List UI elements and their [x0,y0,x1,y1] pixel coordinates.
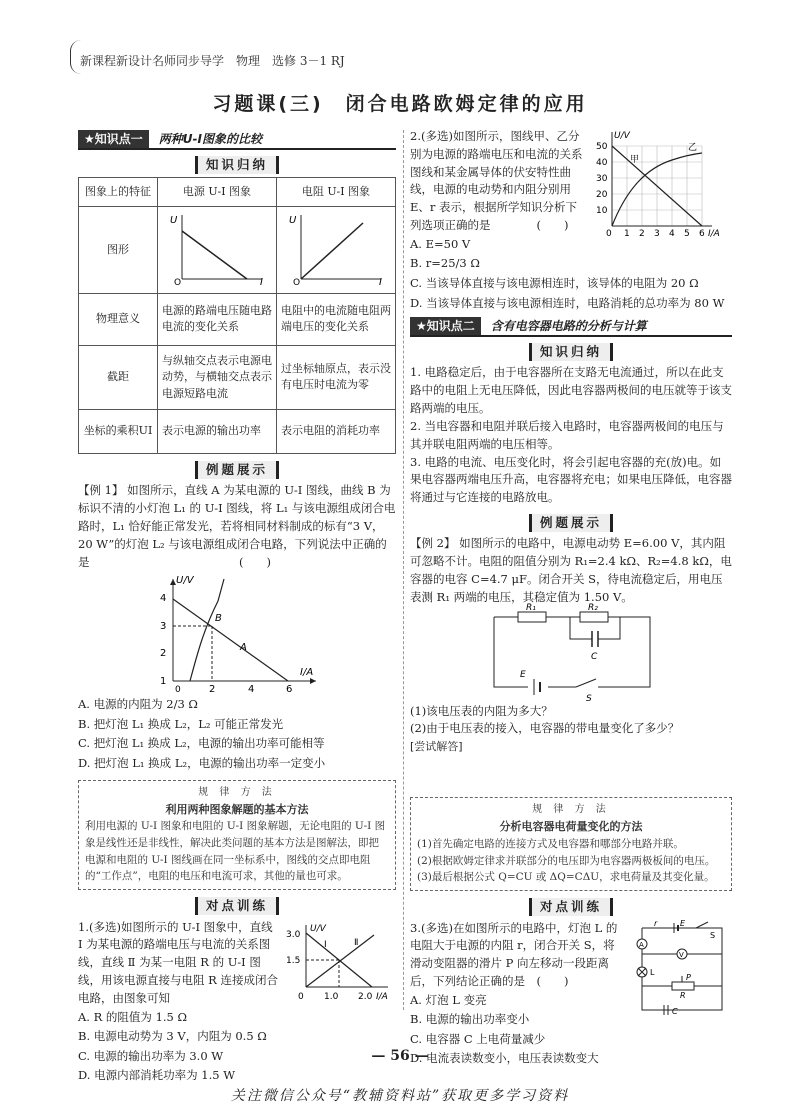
ex1-line-a-label: A [240,642,247,654]
option: B. 把灯泡 L₁ 换成 L₂，L₂ 可能正常发光 [78,716,284,731]
section-duidian-1: 对点训练 [78,896,396,915]
example-2-sub: (2)由于电压表的接入，电容器的带电量变化了多少？ [410,721,680,736]
source-ui-graph [158,207,277,294]
option: A. E=50 V [410,236,471,251]
ex1-ytick: 4 [160,593,167,605]
knowledge-point-2-header [410,317,732,337]
option: C. 电容器 C 上电荷量减少 [410,1031,546,1046]
ex1-ylabel: U/V [176,575,194,587]
ex2-s-label: S [586,693,592,704]
rule-head: 规 律 方 法 [198,786,276,798]
ex1-ytick: 1 [160,676,167,688]
table-row-label: 截距 [79,345,158,409]
question-3-circuit [632,920,732,1016]
knowledge-point-1-header [78,130,396,150]
q3-p-label: P [686,972,691,982]
q2-xtick: 5 [684,229,690,239]
table-cell: 电源的路端电压随电路电流的变化关系 [158,293,277,345]
section-duidian-2: 对点训练 [410,897,732,916]
table-row-label: 图形 [79,207,158,294]
q2-xtick: 2 [639,229,645,239]
q2-xtick: 1 [624,229,630,239]
question-1-text: 1.(多选)如图所示的 U-I 图象中，直线 Ⅰ 为某电源的路端电压与电流的关系图线，直线 Ⅱ 为某一电阻 R 的 U-I 图线，用该电源直接与电阻 R 连接成闭合电路，由图象可知 [78,919,278,1005]
q1-line-1-label: Ⅰ [324,939,327,950]
q1-ylabel: U/V [310,923,326,934]
section-zhishi-1: 知识归纳 [78,155,396,174]
page-title: 习题课(三) 闭合电路欧姆定律的应用 [212,93,588,115]
question-2-text: 2.(多选)如图所示，图线甲、乙分别为电源的路端电压和电流的关系图线和某金属导体的伏安特性曲线，电源的电动势和内阻分别用 E、r 表示，根据所学知识分析下列选项正确的是 ( ) [410,129,583,233]
table-cell: 与纵轴交点表示电源电动势，与横轴交点表示电源短路电流 [158,345,277,409]
rule-body: (2)根据欧姆定律求并联部分的电压即为电容器两极板间的电压。 [417,854,716,867]
svg-text:I: I [260,277,263,289]
q2-ytick: 50 [596,142,608,152]
ex2-e-label: E [520,669,526,680]
rule-title: 利用两种图象解题的基本方法 [165,802,309,816]
kp2-title: 含有电容器电路的分析与计算 [490,319,647,334]
rule-box-1 [78,780,396,891]
option: D. 当该导体直接与该电源相连时，电路消耗的总功率为 80 W [410,295,725,310]
option: C. 把灯泡 L₁ 换成 L₂，电源的输出功率可能相等 [78,736,325,751]
q3-c-label: C [672,1006,678,1016]
kp1-tag: ★知识点一 [78,130,149,148]
option: A. R 的阻值为 1.5 Ω [78,1009,188,1024]
q2-yi-label: 乙 [688,143,698,153]
table-cell: 电阻中的电流随电阻两端电压的变化关系 [277,293,396,345]
question-3-text: 3.(多选)在如图所示的电路中，灯泡 L 的电阻大于电源的内阻 r，闭合开关 S，将滑动变阻器的滑片 P 向左移动一段距离后，下列结论正确的是 ( ) [410,920,618,989]
svg-text:U: U [170,215,178,227]
section-liti-1: 例题展示 [78,460,396,479]
section-zhishi-2: 知识归纳 [410,342,732,361]
question-1-figure [284,921,396,1003]
q2-ylabel: U/V [614,131,630,141]
q2-xlabel: I/A [708,229,720,239]
table-cell: 过坐标轴原点，表示没有电压时电流为零 [277,345,396,409]
kp2-tag: ★知识点二 [410,317,481,335]
kp2-item: 1. 电路稳定后，由于电容器所在支路无电流通过，所以在此支路中的电阻上无电压降低，因此电容器两极间的电压就等于该支路两端的电压。 [410,365,732,416]
q1-xtick: 2.0 [358,991,373,1002]
q3-a-label: A [639,940,644,949]
right-column [410,128,732,1069]
q1-xlabel: I/A [376,991,388,1002]
example-1-text: 【例 1】 如图所示，直线 A 为某电源的 U-I 图线，曲线 B 为标识不清的小灯泡 L₁ 的 U-I 图线，将 L₁ 与该电源组成闭合电路时，L₁ 恰好能正常发光，若将相同材料制成的标有“3 V，20 W”的灯泡 L₂ 与该电源组成闭合电路，下列说法中正确的是 ( ) [78,483,396,569]
table-header: 电阻 U-I 图象 [277,178,396,207]
resistor-ui-graph-svg [281,209,391,289]
table-header: 图象上的特征 [79,178,158,207]
q2-ytick: 10 [596,206,608,216]
q3-rr-label: R [680,990,686,1000]
kp1-title: 两种U-I图象的比较 [158,132,262,146]
ex2-c-label: C [591,651,598,662]
ex1-xtick: 4 [248,684,255,696]
comparison-table [78,177,396,454]
ex2-r1-label: R₁ [526,602,536,613]
svg-text:O: O [174,278,182,289]
q2-ytick: 20 [596,190,608,200]
table-row-label: 物理意义 [79,293,158,345]
rule-box-2 [410,797,732,891]
q1-line-2 [306,935,374,987]
q1-xtick: 1.0 [324,991,339,1002]
table-row-label: 坐标的乘积UI [79,409,158,453]
ex1-ytick: 2 [160,648,167,660]
option: D. 电源内部消耗功率为 1.5 W [78,1068,236,1083]
resistor-ui-graph [277,207,396,294]
rule-title: 分析电容器电荷量变化的方法 [499,820,643,834]
question-2 [410,128,732,313]
example-1-figure [78,571,396,696]
rule-head: 规 律 方 法 [532,804,610,816]
q2-xtick: 0 [606,229,612,239]
q3-e-label: E [680,918,686,928]
q1-ytick: 3.0 [286,929,301,940]
left-column [78,130,396,1086]
example-1-options [78,695,396,773]
rule-body: 利用电源的 U-I 图象和电阻的 U-I 图象解题，无论电阻的 U-I 图象是线性还是非线性，解决此类问题的基本方法是图解法，即把电源和电阻的 U-I 图线画在同一坐标系中，图线的交点即电阻的“工作点”，电阻的电压和电流可求，其他的量也可求。 [85,820,386,883]
table-header: 电源 U-I 图象 [158,178,277,207]
q3-s-label: S [710,930,716,940]
option: D. 电流表读数变小，电压表读数变大 [410,1051,599,1066]
column-divider [403,130,404,1010]
page-number: — 56 — [371,1048,429,1064]
q2-xtick: 3 [654,229,660,239]
q1-xtick: 0 [298,991,304,1002]
q3-r-label: r [654,918,658,928]
q2-xtick: 4 [669,229,675,239]
table-cell: 表示电源的输出功率 [158,409,277,453]
option: B. 电源的输出功率变小 [410,1012,530,1027]
ex1-xtick: 6 [286,684,293,696]
option: B. r=25/3 Ω [410,256,480,271]
section-liti-2: 例题展示 [410,513,732,532]
try-answer-label: [尝试解答] [410,740,463,754]
footer-note: 关注微信公众号“教辅资料站”获取更多学习资料 [230,1088,570,1104]
ex1-ytick: 3 [160,621,167,633]
q1-ytick: 1.5 [286,955,301,966]
table-cell: 表示电阻的消耗功率 [277,409,396,453]
example-2-sub: (1)该电压表的内阻为多大？ [410,703,553,718]
q2-xtick: 6 [699,229,705,239]
ex1-xtick: 0 [175,685,181,696]
q3-l-label: L [650,967,655,977]
svg-text:O: O [293,278,301,289]
rule-body: (3)最后根据公式 Q=CU 或 ΔQ=CΔU，求电荷量及其变化量。 [417,871,715,884]
q3-v-label: V [679,950,684,959]
svg-text:U: U [289,215,297,227]
option: D. 把灯泡 L₁ 换成 L₂，电源的输出功率一定变小 [78,755,326,770]
option: C. 当该导体直接与该电源相连时，该导体的电阻为 20 Ω [410,275,699,290]
running-header: 新课程新设计名师同步导学 物理 选修 3－1 RJ [80,54,345,68]
ex1-xtick: 2 [209,684,216,696]
question-2-figure [592,128,732,240]
ex1-line-a [173,599,288,681]
svg-text:I: I [379,277,382,289]
q1-line-2-label: Ⅱ [354,937,359,948]
example-2-circuit [410,602,732,704]
kp2-item: 3. 电路的电流、电压变化时，将会引起电容器的充(放)电。如果电容器两端电压升高，电容器将充电；如果电压降低，电容器将通过与它连接的电路放电。 [410,454,732,505]
option: B. 电源电动势为 3 V，内阻为 0.5 Ω [78,1029,267,1044]
q2-ytick: 40 [596,158,608,168]
ex1-xlabel: I/A [300,667,314,679]
ex1-curve-b-label: B [215,613,222,625]
q2-jia-label: 甲 [630,155,640,165]
option: A. 灯泡 L 变亮 [410,992,487,1007]
source-ui-graph-svg [162,209,272,289]
q2-ytick: 30 [596,174,608,184]
kp2-item: 2. 当电容器和电阻并联后接入电路时，电容器两极间的电压与其并联电阻两端的电压相等。 [410,418,724,451]
option: C. 电源的输出功率为 3.0 W [78,1048,224,1063]
example-2-text: 【例 2】 如图所示的电路中，电源电动势 E=6.00 V，其内阻可忽略不计。电阻的阻值分别为 R₁=2.4 kΩ、R₂=4.8 kΩ，电容器的电容 C=4.7 μF。闭合开关 S，待电流稳定后，用电压表测 R₁ 两端的电压，其稳定值为 1.50 V。 [410,536,732,604]
rule-body: (1)首先确定电路的连接方式及电容器和哪部分电路并联。 [417,837,684,850]
ex2-r2-label: R₂ [588,602,598,613]
ex1-curve-b [190,579,224,681]
option: A. 电源的内阻为 2/3 Ω [78,697,198,712]
